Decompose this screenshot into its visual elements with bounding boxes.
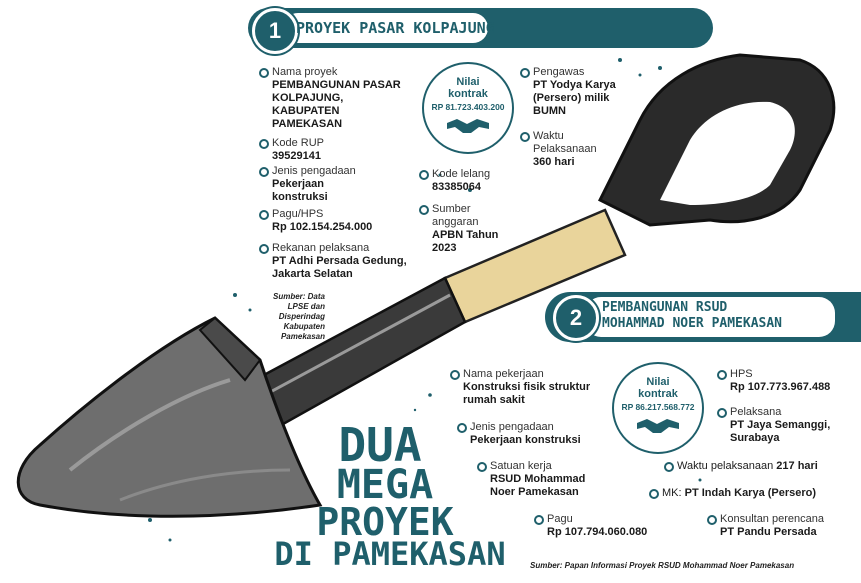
s1-source: Sumber: Data LPSE dan Disperindag Kabupaten Pamekasan (272, 292, 325, 341)
s2-contract-badge: Nilai kontrak RP 86.217.568.772 (612, 362, 704, 454)
s2-item-konsultan: Konsultan perencana PT Pandu Persada (720, 513, 860, 539)
s1-item-waktu: Waktu Pelaksanaan 360 hari (533, 130, 613, 169)
s2-item-hps: HPS Rp 107.773.967.488 (730, 368, 855, 394)
bullet-icon (259, 244, 269, 254)
s1-item-pagu-hps: Pagu/HPS Rp 102.154.254.000 (272, 208, 412, 234)
bullet-icon (717, 408, 727, 418)
s2-item-satuan-kerja: Satuan kerja RSUD Mohammad Noer Pamekasan (490, 460, 605, 499)
s1-item-nama-proyek: Nama proyek PEMBANGUNAN PASAR KOLPAJUNG, KABUPATEN PAMEKASAN (272, 66, 412, 131)
bullet-icon (520, 132, 530, 142)
section1-title: PROYEK PASAR KOLPAJUNG (296, 19, 495, 37)
headline-line4: DI PAMEKASAN (274, 535, 506, 573)
bullet-icon (707, 515, 717, 525)
bullet-icon (534, 515, 544, 525)
bullet-icon (450, 370, 460, 380)
bullet-icon (477, 462, 487, 472)
bullet-icon (419, 170, 429, 180)
s2-item-pelaksana: Pelaksana PT Jaya Semanggi, Surabaya (730, 406, 855, 445)
s1-item-sumber-anggaran: Sumber anggaran APBN Tahun 2023 (432, 203, 517, 255)
s1-item-kode-rup: Kode RUP 39529141 (272, 137, 412, 163)
handshake-icon (635, 415, 681, 437)
bullet-icon (419, 205, 429, 215)
s2-item-mk: MK: PT Indah Karya (Persero) (662, 487, 857, 500)
bullet-icon (717, 370, 727, 380)
s2-item-nama-pekerjaan: Nama pekerjaan Konstruksi fisik struktur rumah sakit (463, 368, 598, 407)
headline-line3: PROYEK (316, 500, 454, 544)
s2-item-waktu: Waktu pelaksanaan 217 hari (677, 460, 857, 473)
s1-item-jenis-pengadaan: Jenis pengadaan Pekerjaan konstruksi (272, 165, 382, 204)
s2-source: Sumber: Papan Informasi Proyek RSUD Mohammad Noer Pamekasan (530, 561, 795, 570)
handshake-icon (445, 115, 491, 137)
bullet-icon (259, 210, 269, 220)
s1-item-pengawas: Pengawas PT Yodya Karya (Persero) milik BUMN (533, 66, 633, 118)
section2-title-line2: MOHAMMAD NOER PAMEKASAN (602, 316, 783, 331)
headline-line2: MEGA (336, 462, 434, 508)
bullet-icon (259, 68, 269, 78)
bullet-icon (649, 489, 659, 499)
s2-item-pagu: Pagu Rp 107.794.060.080 (547, 513, 677, 539)
bullet-icon (259, 139, 269, 149)
bullet-icon (259, 167, 269, 177)
headline-line1: DUA (338, 418, 422, 472)
bullet-icon (520, 68, 530, 78)
section2-title-line1: PEMBANGUNAN RSUD (602, 300, 728, 315)
bullet-icon (457, 423, 467, 433)
bullet-icon (664, 462, 674, 472)
section1-number: 1 (252, 8, 298, 54)
s1-item-kode-lelang: Kode lelang 83385064 (432, 168, 532, 194)
s2-item-jenis-pengadaan: Jenis pengadaan Pekerjaan konstruksi (470, 421, 610, 447)
section2-number: 2 (553, 295, 599, 341)
s1-item-rekanan: Rekanan pelaksana PT Adhi Persada Gedung, Jakarta Selatan (272, 242, 422, 281)
s1-contract-badge: Nilai kontrak RP 81.723.403.200 (422, 62, 514, 154)
